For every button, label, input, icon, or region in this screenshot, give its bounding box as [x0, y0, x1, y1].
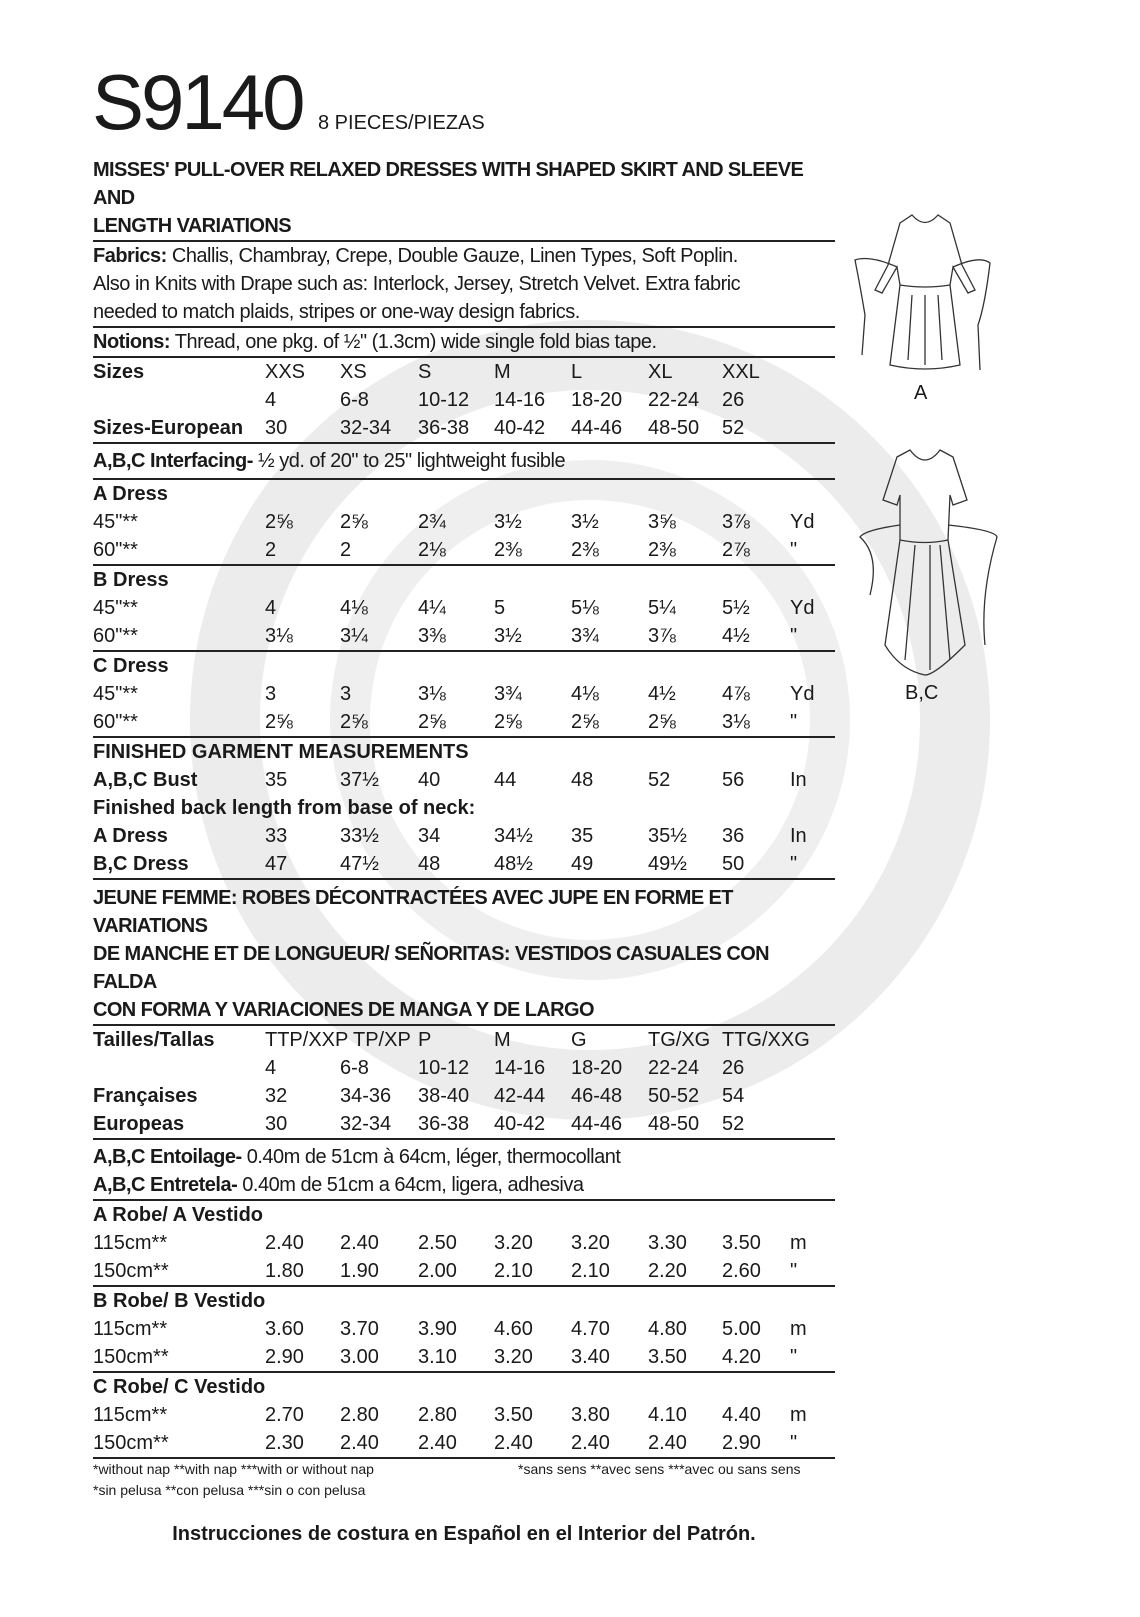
translated-title: DE MANCHE ET DE LONGUEUR/ SEÑORITAS: VESTIDOS CASUALES CON FALDA — [93, 943, 769, 993]
row-label: A Dress — [93, 483, 168, 505]
table-cell: 4¼ — [418, 597, 446, 619]
table-cell: 3⅝ — [648, 511, 676, 533]
row-label: 60"** — [93, 711, 138, 733]
table-cell: 2⅝ — [648, 711, 676, 733]
table-cell: 4⅛ — [340, 597, 368, 619]
table-cell: 50-52 — [648, 1085, 700, 1107]
table-row — [93, 622, 835, 650]
table-cell: 3.90 — [418, 1318, 457, 1340]
table-cell: 4½ — [722, 625, 750, 647]
row-label: Europeas — [93, 1113, 185, 1135]
table-cell: 2⅝ — [265, 711, 293, 733]
unit-cell: " — [790, 853, 798, 875]
table-row — [93, 480, 835, 508]
table-cell: TTG/XXG — [722, 1029, 810, 1051]
table-cell: 3.20 — [494, 1346, 533, 1368]
table-cell: 14-16 — [494, 389, 546, 411]
table-cell: 6-8 — [340, 389, 369, 411]
table-cell: 26 — [722, 1057, 745, 1079]
table-row — [93, 1429, 835, 1457]
table-cell: 5.00 — [722, 1318, 761, 1340]
table-cell: 3½ — [494, 625, 522, 647]
table-cell: 3⅛ — [722, 711, 750, 733]
pattern-number: S9140 — [92, 58, 303, 146]
table-cell: 47 — [265, 853, 288, 875]
table-row — [93, 766, 835, 794]
title-line: MISSES' PULL-OVER RELAXED DRESSES WITH SHAPED SKIRT AND SLEEVE AND — [93, 159, 804, 209]
table-cell: 3⅛ — [265, 625, 293, 647]
table-cell: 38-40 — [418, 1085, 470, 1107]
table-cell: 6-8 — [340, 1057, 369, 1079]
interfacing — [93, 444, 835, 478]
table-row — [93, 708, 835, 736]
table-cell: 37½ — [340, 769, 379, 791]
table-cell: 3¼ — [340, 625, 368, 647]
row-label: C Dress — [93, 655, 169, 677]
table-cell: XXS — [265, 361, 306, 383]
row-label: 150cm** — [93, 1346, 169, 1368]
table-cell: 3.20 — [571, 1232, 610, 1254]
table-cell: 47½ — [340, 853, 379, 875]
unit-cell: " — [790, 1346, 798, 1368]
entoilage-label: A,B,C Entoilage- — [93, 1146, 242, 1168]
table-cell: 32 — [265, 1085, 288, 1107]
row-label: 60"** — [93, 625, 138, 647]
table-cell: 2⅝ — [418, 711, 446, 733]
table-cell: 4⅞ — [722, 683, 750, 705]
row-label: Sizes — [93, 361, 145, 383]
table-cell: 3½ — [571, 511, 599, 533]
unit-cell: m — [790, 1318, 807, 1340]
table-cell: 34 — [418, 825, 441, 847]
finished-measurements-table — [93, 738, 835, 880]
table-row — [93, 1229, 835, 1257]
unit-cell: m — [790, 1232, 807, 1254]
table-cell: 2.40 — [340, 1432, 379, 1454]
table-cell: 14-16 — [494, 1057, 546, 1079]
unit-cell: " — [790, 625, 798, 647]
table-cell: 52 — [722, 417, 745, 439]
table-cell: 36 — [722, 825, 745, 847]
row-label: 115cm** — [93, 1232, 168, 1254]
footnote-es: *sin pelusa **con pelusa ***sin o con pelusa — [93, 1482, 366, 1498]
table-cell: 2.20 — [648, 1260, 687, 1282]
table-cell: 1.90 — [340, 1260, 379, 1282]
table-cell: 2.00 — [418, 1260, 457, 1282]
table-cell: 35 — [265, 769, 288, 791]
table-cell: 40-42 — [494, 1113, 546, 1135]
table-row — [93, 1082, 835, 1110]
table-cell: 18-20 — [571, 389, 623, 411]
notions-label: Notions: — [93, 331, 171, 353]
unit-cell: " — [790, 1432, 798, 1454]
table-cell: 35 — [571, 825, 594, 847]
table-cell: 2.90 — [722, 1432, 761, 1454]
table-cell: 4.60 — [494, 1318, 533, 1340]
fabrics-text: needed to match plaids, stripes or one-way design fabrics. — [93, 301, 580, 323]
table-cell: 2.40 — [494, 1432, 533, 1454]
row-label: 150cm** — [93, 1260, 169, 1282]
table-cell: 2⅝ — [571, 711, 599, 733]
table-cell: 30 — [265, 1113, 288, 1135]
table-cell: 4 — [265, 389, 277, 411]
entretela — [93, 1171, 835, 1199]
row-label: 45"** — [93, 683, 138, 705]
entoilage-text: 0.40m de 51cm à 64cm, léger, thermocollant — [241, 1146, 621, 1168]
table-cell: 4.40 — [722, 1404, 761, 1426]
table-cell: 34½ — [494, 825, 533, 847]
table-cell: 3⅛ — [418, 683, 446, 705]
table-cell: 3⅞ — [722, 511, 750, 533]
table-cell: 5¼ — [648, 597, 676, 619]
table-row — [93, 1257, 835, 1285]
row-label: 45"** — [93, 597, 138, 619]
table-row — [93, 1026, 835, 1054]
table-cell: 52 — [648, 769, 671, 791]
table-cell: 30 — [265, 417, 288, 439]
table-row — [93, 508, 835, 536]
table-cell: 5½ — [722, 597, 750, 619]
sizes-table — [93, 358, 835, 444]
table-cell: 2⅞ — [722, 539, 750, 561]
table-row — [93, 414, 835, 442]
table-cell: 2.80 — [340, 1404, 379, 1426]
table-cell: 4.20 — [722, 1346, 761, 1368]
table-row — [93, 566, 835, 594]
table-row — [93, 1201, 835, 1229]
table-cell: 48½ — [494, 853, 533, 875]
table-row — [93, 652, 835, 680]
table-row — [93, 358, 835, 386]
table-row — [93, 794, 835, 822]
piece-count: 8 PIECES/PIEZAS — [318, 112, 485, 134]
table-cell: 2.50 — [418, 1232, 457, 1254]
table-cell: 2.40 — [265, 1232, 304, 1254]
table-cell: 2⅜ — [648, 539, 676, 561]
table-cell: 2⅝ — [494, 711, 522, 733]
row-label: A,B,C Bust — [93, 769, 198, 791]
row-label: Finished back length from base of neck: — [93, 797, 476, 819]
table-row — [93, 1315, 835, 1343]
table-cell: 2⅝ — [340, 511, 368, 533]
table-cell: 46-48 — [571, 1085, 623, 1107]
yardage-table — [93, 480, 835, 738]
table-cell: 18-20 — [571, 1057, 623, 1079]
table-cell: 2.40 — [648, 1432, 687, 1454]
table-cell: 36-38 — [418, 1113, 470, 1135]
table-cell: 4½ — [648, 683, 676, 705]
table-cell: 54 — [722, 1085, 745, 1107]
translated-title: JEUNE FEMME: ROBES DÉCONTRACTÉES AVEC JUPE EN FORME ET VARIATIONS — [93, 887, 733, 937]
interfacing-label: A,B,C Interfacing- — [93, 450, 253, 472]
table-cell: 44 — [494, 769, 517, 791]
row-label: 115cm** — [93, 1404, 168, 1426]
table-cell: 3.20 — [494, 1232, 533, 1254]
table-cell: 22-24 — [648, 1057, 700, 1079]
table-cell: XS — [340, 361, 367, 383]
table-cell: 3.50 — [494, 1404, 533, 1426]
table-cell: 2 — [340, 539, 352, 561]
unit-cell: " — [790, 539, 798, 561]
table-cell: 56 — [722, 769, 745, 791]
table-cell: 49 — [571, 853, 594, 875]
table-cell: 3.70 — [340, 1318, 379, 1340]
table-cell: 2.40 — [340, 1232, 379, 1254]
table-cell: 3.00 — [340, 1346, 379, 1368]
row-label: A Dress — [93, 825, 168, 847]
table-cell: 32-34 — [340, 1113, 392, 1135]
table-cell: 49½ — [648, 853, 687, 875]
row-label: Tailles/Tallas — [93, 1029, 215, 1051]
table-cell: 3 — [265, 683, 277, 705]
row-label: Sizes-European — [93, 417, 244, 439]
table-cell: 33½ — [340, 825, 379, 847]
entretela-text: 0.40m de 51cm a 64cm, ligera, adhesiva — [237, 1174, 584, 1196]
table-cell: S — [418, 361, 432, 383]
interfacing-text: ½ yd. of 20" to 25" lightweight fusible — [252, 450, 566, 472]
spanish-instructions-note: Instrucciones de costura en Español en el Interior del Patrón. — [172, 1523, 756, 1545]
table-row — [93, 1373, 835, 1401]
table-row — [93, 386, 835, 414]
row-label: B Dress — [93, 569, 169, 591]
table-cell: 48-50 — [648, 1113, 700, 1135]
table-cell: 2¾ — [418, 511, 446, 533]
table-cell: 2⅛ — [418, 539, 446, 561]
table-cell: 3.60 — [265, 1318, 304, 1340]
table-cell: 5⅛ — [571, 597, 599, 619]
table-cell: 2 — [265, 539, 277, 561]
table-row — [93, 680, 835, 708]
unit-cell: Yd — [790, 597, 815, 619]
table-cell: 2.40 — [418, 1432, 457, 1454]
row-label: B Robe/ B Vestido — [93, 1290, 266, 1312]
view-bc-sketch — [845, 445, 1005, 685]
table-cell: 10-12 — [418, 1057, 470, 1079]
unit-cell: Yd — [790, 511, 815, 533]
table-cell: 33 — [265, 825, 288, 847]
table-cell: 2⅝ — [265, 511, 293, 533]
table-cell: XXL — [722, 361, 760, 383]
view-a-sketch — [850, 205, 1000, 385]
table-cell: 48-50 — [648, 417, 700, 439]
row-label: Françaises — [93, 1085, 198, 1107]
notions — [93, 328, 835, 356]
table-cell: 42-44 — [494, 1085, 546, 1107]
table-cell: 3⅜ — [418, 625, 446, 647]
table-cell: 2.80 — [418, 1404, 457, 1426]
table-cell: 4.70 — [571, 1318, 610, 1340]
table-row — [93, 850, 835, 878]
fabrics-label: Fabrics: — [93, 245, 167, 267]
table-cell: 3 — [340, 683, 352, 705]
table-cell: 3.30 — [648, 1232, 687, 1254]
table-cell: TG/XG — [648, 1029, 711, 1051]
unit-cell: In — [790, 825, 807, 847]
table-cell: TP/XP — [353, 1029, 411, 1051]
row-label: 45"** — [93, 511, 138, 533]
table-cell: 44-46 — [571, 1113, 623, 1135]
table-cell: 3¾ — [494, 683, 522, 705]
table-cell: 2.30 — [265, 1432, 304, 1454]
table-cell: 26 — [722, 389, 745, 411]
pattern-info — [93, 0, 835, 1576]
table-cell: TTP/XXP — [265, 1029, 349, 1051]
metric-yardage-table — [93, 1201, 835, 1459]
table-cell: 3¾ — [571, 625, 599, 647]
table-cell: 3.80 — [571, 1404, 610, 1426]
table-cell: 32-34 — [340, 417, 392, 439]
table-cell: 52 — [722, 1113, 745, 1135]
table-cell: 4.10 — [648, 1404, 687, 1426]
table-cell: 22-24 — [648, 389, 700, 411]
fabrics-text: Also in Knits with Drape such as: Interlock, Jersey, Stretch Velvet. Extra fabric — [93, 273, 741, 295]
footnote-en: *without nap **with nap ***with or without nap — [93, 1461, 374, 1477]
row-label: 150cm** — [93, 1432, 169, 1454]
table-cell: 2⅜ — [571, 539, 599, 561]
unit-cell: " — [790, 711, 798, 733]
table-cell: 2.60 — [722, 1260, 761, 1282]
unit-cell: In — [790, 769, 807, 791]
translated-title: CON FORMA Y VARIACIONES DE MANGA Y DE LARGO — [93, 999, 594, 1021]
table-cell: 2.90 — [265, 1346, 304, 1368]
table-cell: M — [494, 361, 511, 383]
notions-text: Thread, one pkg. of ½" (1.3cm) wide single fold bias tape. — [170, 331, 657, 353]
table-row — [93, 594, 835, 622]
table-row — [93, 1054, 835, 1082]
table-cell: 2.10 — [571, 1260, 610, 1282]
table-cell: P — [418, 1029, 432, 1051]
unit-cell: Yd — [790, 683, 815, 705]
sizes-table-fr-es — [93, 1026, 835, 1140]
table-cell: 4 — [265, 1057, 277, 1079]
view-bc-label: B,C — [905, 682, 939, 704]
table-cell: 2.40 — [571, 1432, 610, 1454]
table-cell: 40 — [418, 769, 441, 791]
table-cell: 3½ — [494, 511, 522, 533]
table-row — [93, 1287, 835, 1315]
table-cell: 48 — [418, 853, 441, 875]
row-label: FINISHED GARMENT MEASUREMENTS — [93, 741, 469, 763]
table-row — [93, 1401, 835, 1429]
table-cell: 3.50 — [648, 1346, 687, 1368]
table-row — [93, 1343, 835, 1371]
table-cell: 48 — [571, 769, 594, 791]
table-cell: 2⅜ — [494, 539, 522, 561]
fabrics-text: Challis, Chambray, Crepe, Double Gauze, Linen Types, Soft Poplin. — [166, 245, 738, 267]
table-cell: M — [494, 1029, 511, 1051]
table-cell: 3.10 — [418, 1346, 457, 1368]
row-label: 115cm** — [93, 1318, 168, 1340]
table-cell: XL — [648, 361, 673, 383]
table-row — [93, 822, 835, 850]
table-cell: 4.80 — [648, 1318, 687, 1340]
table-cell: 10-12 — [418, 389, 470, 411]
table-cell: G — [571, 1029, 587, 1051]
table-cell: 3⅞ — [648, 625, 676, 647]
view-a-label: A — [914, 382, 928, 404]
table-cell: 34-36 — [340, 1085, 392, 1107]
table-cell: 36-38 — [418, 417, 470, 439]
entoilage — [93, 1140, 835, 1171]
table-cell: 44-46 — [571, 417, 623, 439]
table-cell: 3.50 — [722, 1232, 761, 1254]
table-cell: 1.80 — [265, 1260, 304, 1282]
row-label: A Robe/ A Vestido — [93, 1204, 264, 1226]
row-label: B,C Dress — [93, 853, 189, 875]
footnotes — [93, 1459, 835, 1501]
table-row — [93, 1110, 835, 1138]
unit-cell: m — [790, 1404, 807, 1426]
table-cell: 4⅛ — [571, 683, 599, 705]
table-row — [93, 536, 835, 564]
table-cell: 2.70 — [265, 1404, 304, 1426]
title-line: LENGTH VARIATIONS — [93, 215, 291, 237]
fabrics — [93, 242, 835, 270]
table-cell: 4 — [265, 597, 277, 619]
table-cell: 2.10 — [494, 1260, 533, 1282]
footnote-fr: *sans sens **avec sens ***avec ou sans sens — [518, 1461, 801, 1477]
row-label: 60"** — [93, 539, 138, 561]
table-cell: 3.40 — [571, 1346, 610, 1368]
table-cell: 2⅝ — [340, 711, 368, 733]
table-cell: 5 — [494, 597, 506, 619]
row-label: C Robe/ C Vestido — [93, 1376, 266, 1398]
unit-cell: " — [790, 1260, 798, 1282]
entretela-label: A,B,C Entretela- — [93, 1174, 238, 1196]
table-cell: 35½ — [648, 825, 687, 847]
table-row — [93, 738, 835, 766]
table-cell: L — [571, 361, 583, 383]
table-cell: 50 — [722, 853, 745, 875]
table-cell: 40-42 — [494, 417, 546, 439]
